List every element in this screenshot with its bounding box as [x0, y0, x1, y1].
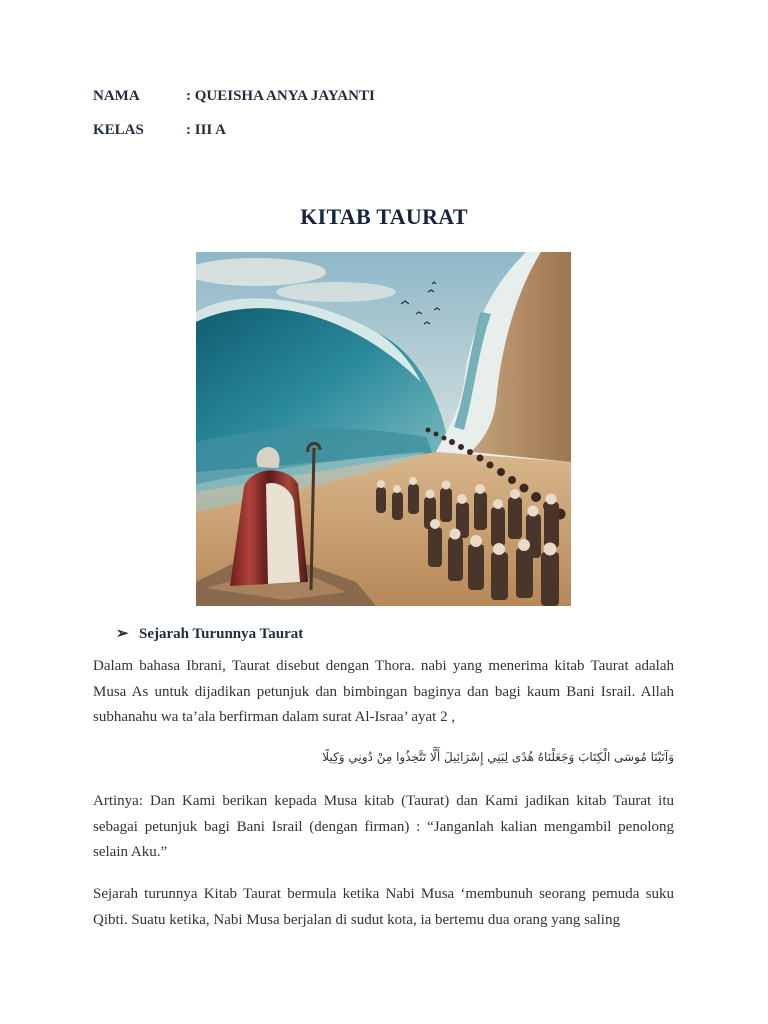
- paragraph-history: Sejarah turunnya Kitab Taurat bermula ketika Nabi Musa ‘membunuh seorang pemuda suku Qibti. Suatu ketika, Nabi Musa berjalan di sudut kota, ia bertemu dua orang yang saling: [93, 886, 674, 928]
- class-value: : III A: [186, 122, 227, 138]
- class-label: KELAS: [93, 122, 144, 138]
- arabic-verse: وَآتَيْنَا مُوسَى الْكِتَابَ وَجَعَلْنَاهُ هُدًى لِبَنِي إِسْرَائِيلَ أَلَّا تَتَّخِذُوا مِنْ دُونِي وَكِيلًا: [322, 750, 674, 764]
- name-label: NAMA: [93, 88, 140, 104]
- section-heading: [116, 624, 303, 643]
- page-title: KITAB TAURAT: [300, 204, 468, 229]
- paragraph-intro: Dalam bahasa Ibrani, Taurat disebut dengan Thora. nabi yang menerima kitab Taurat adalah Musa As untuk dijadikan petunjuk dan bimbingan baginya dan bagi kaum Bani Israil. Allah subhanahu wa ta’ala berfirman dalam surat Al-Israa’ ayat 2 ,: [93, 658, 674, 725]
- name-value: : QUEISHA ANYA JAYANTI: [186, 88, 375, 104]
- student-name-row: [93, 88, 375, 105]
- arrow-bullet-icon: ➢: [116, 626, 129, 642]
- section-heading-text: Sejarah Turunnya Taurat: [139, 626, 304, 642]
- student-class-row: [93, 122, 226, 139]
- paragraph-translation: Artinya: Dan Kami berikan kepada Musa kitab (Taurat) dan Kami jadikan kitab Taurat itu sebagai petunjuk bagi Bani Israil (dengan firman) : “Janganlah kalian mengambil penolong selain Aku.”: [93, 793, 674, 860]
- parting-sea-illustration: [196, 252, 571, 606]
